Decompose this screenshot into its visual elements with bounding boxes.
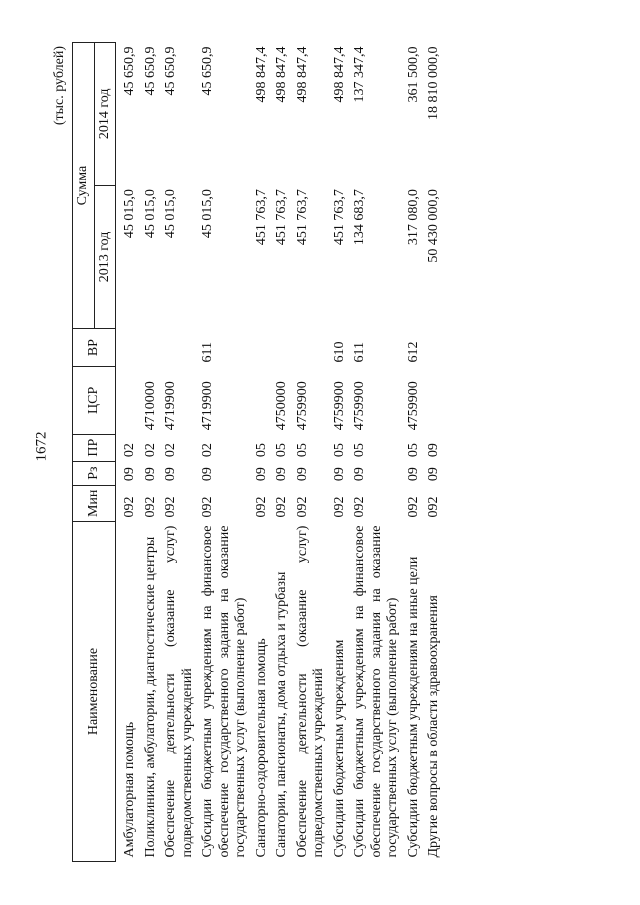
row-vr [293, 329, 330, 367]
row-sum-2014: 45 650,9 [163, 46, 179, 96]
row-rz: 09 [331, 467, 347, 482]
row-pr: 05 [405, 443, 421, 458]
row-sum-2014: 361 500,0 [405, 46, 421, 103]
row-csr: 4719900 [163, 381, 179, 431]
header-csr: ЦСР [73, 366, 116, 434]
row-csr: 4710000 [142, 381, 158, 431]
row-vr [141, 329, 162, 367]
row-sum-2013: 134 683,7 [352, 189, 368, 246]
row-rz: 09 [253, 467, 269, 482]
row-min: 092 [426, 496, 442, 518]
row-min: 092 [352, 496, 368, 518]
table-row [293, 43, 330, 862]
row-min: 092 [274, 496, 290, 518]
table-row [424, 43, 445, 862]
row-name: Субсидии бюджетным учреждениям на иные цели [405, 556, 421, 858]
row-rz: 09 [405, 467, 421, 482]
row-sum-2013: 45 015,0 [163, 189, 179, 239]
row-pr: 02 [163, 443, 179, 458]
row-pr: 02 [142, 443, 158, 458]
row-min: 092 [200, 496, 216, 518]
row-sum-2014: 45 650,9 [142, 46, 158, 96]
row-min: 092 [331, 496, 347, 518]
row-vr [424, 329, 445, 367]
header-year-2014: 2014 год [94, 43, 116, 186]
row-sum-2014: 498 847,4 [331, 46, 347, 103]
row-csr: 4750000 [274, 381, 290, 431]
row-rz: 09 [163, 467, 179, 482]
row-rz: 09 [142, 467, 158, 482]
row-sum-2014: 498 847,4 [274, 46, 290, 103]
row-pr: 05 [274, 443, 290, 458]
row-rz: 09 [200, 467, 216, 482]
row-sum-2014: 498 847,4 [253, 46, 269, 103]
table-row [161, 43, 198, 862]
row-sum-2013: 451 763,7 [331, 189, 347, 246]
row-vr [161, 329, 198, 367]
row-pr: 05 [253, 443, 269, 458]
row-vr: 611 [200, 342, 216, 363]
row-pr: 05 [352, 443, 368, 458]
row-rz: 09 [294, 467, 310, 482]
row-name: Санатории, пансионаты, дома отдыха и турбазы [274, 571, 290, 858]
row-rz: 09 [274, 467, 290, 482]
row-csr [116, 366, 141, 434]
row-sum-2013: 45 015,0 [142, 189, 158, 239]
header-name: Наименование [73, 522, 116, 862]
row-csr: 4719900 [200, 381, 216, 431]
row-csr [424, 366, 445, 434]
row-name: Обеспечение деятельности (оказание услуг) подведомственных учреждений [163, 525, 195, 858]
units-label: (тыс. рублей) [52, 46, 67, 126]
row-rz: 09 [352, 467, 368, 482]
row-csr: 4759900 [294, 381, 310, 431]
row-sum-2013: 45 015,0 [122, 189, 138, 239]
row-name: Субсидии бюджетным учреждениям на финансовое обеспечение государственного задания на оказание государственных услуг (выполнение работ) [200, 525, 249, 858]
budget-table [72, 42, 445, 862]
table-row [141, 43, 162, 862]
header-row-1 [73, 43, 95, 862]
table-row [330, 43, 351, 862]
row-min: 092 [142, 496, 158, 518]
row-name: Санаторно-оздоровительная помощь [253, 638, 269, 858]
table-row [252, 43, 273, 862]
row-csr: 4759900 [352, 381, 368, 431]
row-sum-2013: 451 763,7 [274, 189, 290, 246]
header-year-2013: 2013 год [94, 185, 116, 329]
row-sum-2014: 498 847,4 [294, 46, 310, 103]
row-rz: 09 [426, 467, 442, 482]
rotated-table-area [50, 42, 540, 862]
row-name: Поликлиники, амбулатории, диагностические центры [142, 536, 158, 858]
header-rz: Рз [73, 461, 116, 485]
row-pr: 02 [200, 443, 216, 458]
row-sum-2013: 317 080,0 [405, 189, 421, 246]
row-csr: 4759900 [405, 381, 421, 431]
row-pr: 02 [122, 443, 138, 458]
row-sum-2014: 45 650,9 [200, 46, 216, 96]
table-row [404, 43, 425, 862]
row-csr: 4759900 [331, 381, 347, 431]
row-min: 092 [294, 496, 310, 518]
header-sum: Сумма [73, 43, 95, 329]
row-vr: 610 [331, 341, 347, 363]
row-sum-2014: 18 810 000,0 [426, 46, 442, 120]
row-sum-2014: 137 347,4 [352, 46, 368, 103]
table-row [198, 43, 252, 862]
row-sum-2013: 451 763,7 [294, 189, 310, 246]
row-vr [272, 329, 293, 367]
row-vr [116, 329, 141, 367]
row-rz: 09 [122, 467, 138, 482]
row-name: Обеспечение деятельности (оказание услуг) подведомственных учреждений [294, 525, 327, 858]
row-min: 092 [253, 496, 269, 518]
table-row [116, 43, 141, 862]
row-name: Другие вопросы в области здравоохранения [426, 595, 442, 858]
header-vr: ВР [73, 329, 116, 367]
row-sum-2013: 451 763,7 [253, 189, 269, 246]
row-sum-2013: 45 015,0 [200, 189, 216, 239]
row-pr: 09 [426, 443, 442, 458]
row-min: 092 [122, 496, 138, 518]
row-csr [252, 366, 273, 434]
row-min: 092 [405, 496, 421, 518]
row-vr: 611 [352, 342, 368, 363]
row-name: Субсидии бюджетным учреждениям [331, 639, 347, 858]
table-row [350, 43, 404, 862]
row-name: Субсидии бюджетным учреждениям на финансовое обеспечение государственного задания на оказание государственных услуг (выполнение работ) [352, 525, 401, 858]
table-row [272, 43, 293, 862]
row-vr: 612 [405, 341, 421, 363]
row-pr: 05 [294, 443, 310, 458]
row-sum-2013: 50 430 000,0 [426, 189, 442, 263]
row-sum-2014: 45 650,9 [122, 46, 138, 96]
row-vr [252, 329, 273, 367]
header-pr: ПР [73, 434, 116, 461]
row-min: 092 [163, 496, 179, 518]
row-name: Амбулаторная помощь [122, 721, 138, 858]
page-number: 1672 [33, 431, 50, 462]
row-pr: 05 [331, 443, 347, 458]
header-min: Мин [73, 485, 116, 521]
